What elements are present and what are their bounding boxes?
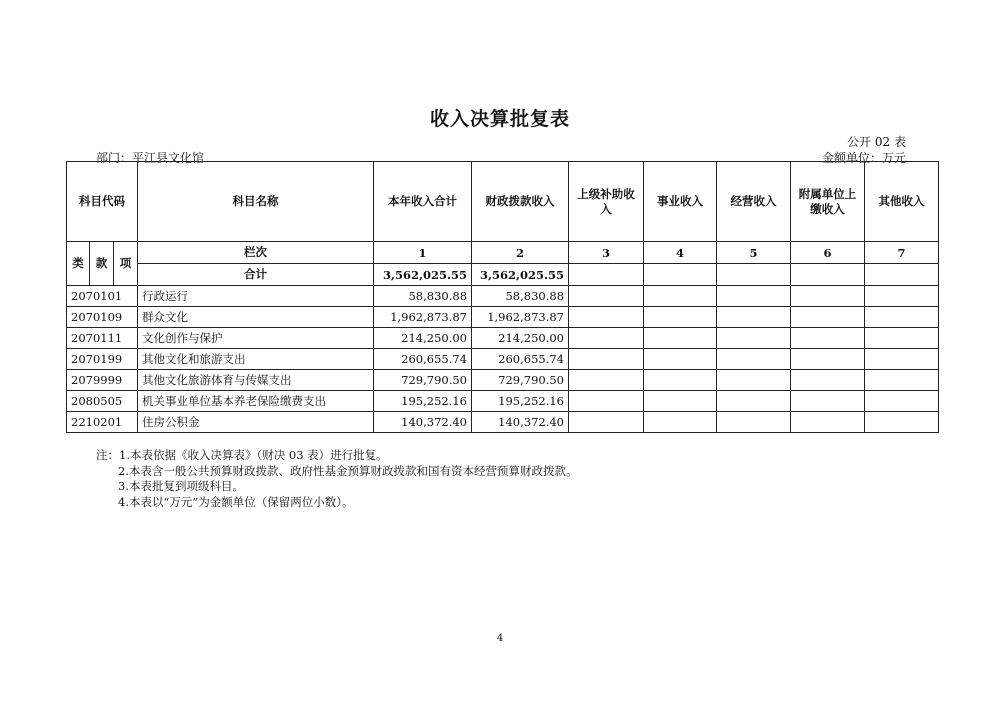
- fiscal-allocation-cell: 260,655.74: [472, 349, 569, 370]
- fiscal-allocation-cell: 729,790.50: [472, 370, 569, 391]
- fiscal-allocation-cell: 195,252.16: [472, 391, 569, 412]
- total-income-cell: 214,250.00: [374, 328, 472, 349]
- column-number-row: [67, 242, 939, 264]
- total-income-cell: 58,830.88: [374, 286, 472, 307]
- fiscal-allocation-cell: 140,372.40: [472, 412, 569, 433]
- total-fiscal-value: 3,562,025.55: [472, 264, 569, 286]
- header-fiscal-allocation: 财政拨款收入: [472, 162, 569, 242]
- note-item: 4.本表以“万元”为金额单位（保留两位小数）。: [118, 494, 354, 509]
- income-approval-table: [66, 161, 939, 433]
- fiscal-allocation-cell: 1,962,873.87: [472, 307, 569, 328]
- subject-name-cell: 住房公积金: [138, 412, 374, 433]
- total-income-cell: 140,372.40: [374, 412, 472, 433]
- subject-code-cell: 2070101: [67, 286, 138, 307]
- total-income-value: 3,562,025.55: [374, 264, 472, 286]
- total-label: 合计: [138, 264, 374, 286]
- subject-name-cell: 行政运行: [138, 286, 374, 307]
- total-income-cell: 195,252.16: [374, 391, 472, 412]
- table-row: [67, 412, 939, 433]
- note-item: 2.本表含一般公共预算财政拨款、政府性基金预算财政拨款和国有资本经营预算财政拨款。: [118, 463, 578, 478]
- column-number: 6: [791, 242, 865, 264]
- subject-code-cell: 2070109: [67, 307, 138, 328]
- subject-code-cell: 2080505: [67, 391, 138, 412]
- subject-name-cell: 群众文化: [138, 307, 374, 328]
- page-title: 收入决算批复表: [429, 108, 570, 130]
- table-row: [67, 286, 939, 307]
- table-row: [67, 370, 939, 391]
- subject-name-cell: 机关事业单位基本养老保险缴费支出: [138, 391, 374, 412]
- subject-code-cell: 2210201: [67, 412, 138, 433]
- amount-unit-label: 金额单位：万元: [821, 151, 906, 165]
- column-number: 2: [472, 242, 569, 264]
- column-number: 4: [644, 242, 717, 264]
- header-row: [67, 162, 939, 242]
- header-operating-income: 经营收入: [717, 162, 791, 242]
- subject-name-cell: 文化创作与保护: [138, 328, 374, 349]
- header-other-income: 其他收入: [865, 162, 939, 242]
- header-business-income: 事业收入: [644, 162, 717, 242]
- note-item: 3.本表批复到项级科目。: [118, 479, 244, 493]
- form-code: 公开 02 表: [847, 135, 906, 149]
- header-superior-subsidy: 上级补助收入: [569, 162, 644, 242]
- subject-code-cell: 2070199: [67, 349, 138, 370]
- table-row: [67, 391, 939, 412]
- column-number: 5: [717, 242, 791, 264]
- column-number: 7: [865, 242, 939, 264]
- table-row: [67, 349, 939, 370]
- total-row: [67, 264, 939, 286]
- column-number: 3: [569, 242, 644, 264]
- table-row: [67, 328, 939, 349]
- total-income-cell: 260,655.74: [374, 349, 472, 370]
- department-label: 部门：平江县文化馆: [96, 151, 205, 165]
- header-subject-code: 科目代码: [67, 162, 138, 242]
- total-income-cell: 729,790.50: [374, 370, 472, 391]
- subject-name-cell: 其他文化旅游体育与传媒支出: [138, 370, 374, 391]
- total-income-cell: 1,962,873.87: [374, 307, 472, 328]
- subject-name-cell: 其他文化和旅游支出: [138, 349, 374, 370]
- header-affiliated-income: 附属单位上缴收入: [791, 162, 865, 242]
- header-lanci: 栏次: [138, 242, 374, 264]
- table-row: [67, 307, 939, 328]
- column-number: 1: [374, 242, 472, 264]
- subject-code-cell: 2079999: [67, 370, 138, 391]
- header-kuan: 款: [90, 242, 114, 286]
- note-item: 注：1.本表依据《收入决算表》（财决 03 表）进行批复。: [96, 448, 388, 462]
- page-number: 4: [496, 633, 504, 644]
- fiscal-allocation-cell: 58,830.88: [472, 286, 569, 307]
- header-total-income: 本年收入合计: [374, 162, 472, 242]
- header-lei: 类: [67, 242, 90, 286]
- header-xiang: 项: [114, 242, 138, 286]
- fiscal-allocation-cell: 214,250.00: [472, 328, 569, 349]
- notes: [96, 448, 577, 510]
- header-subject-name: 科目名称: [138, 162, 374, 242]
- subject-code-cell: 2070111: [67, 328, 138, 349]
